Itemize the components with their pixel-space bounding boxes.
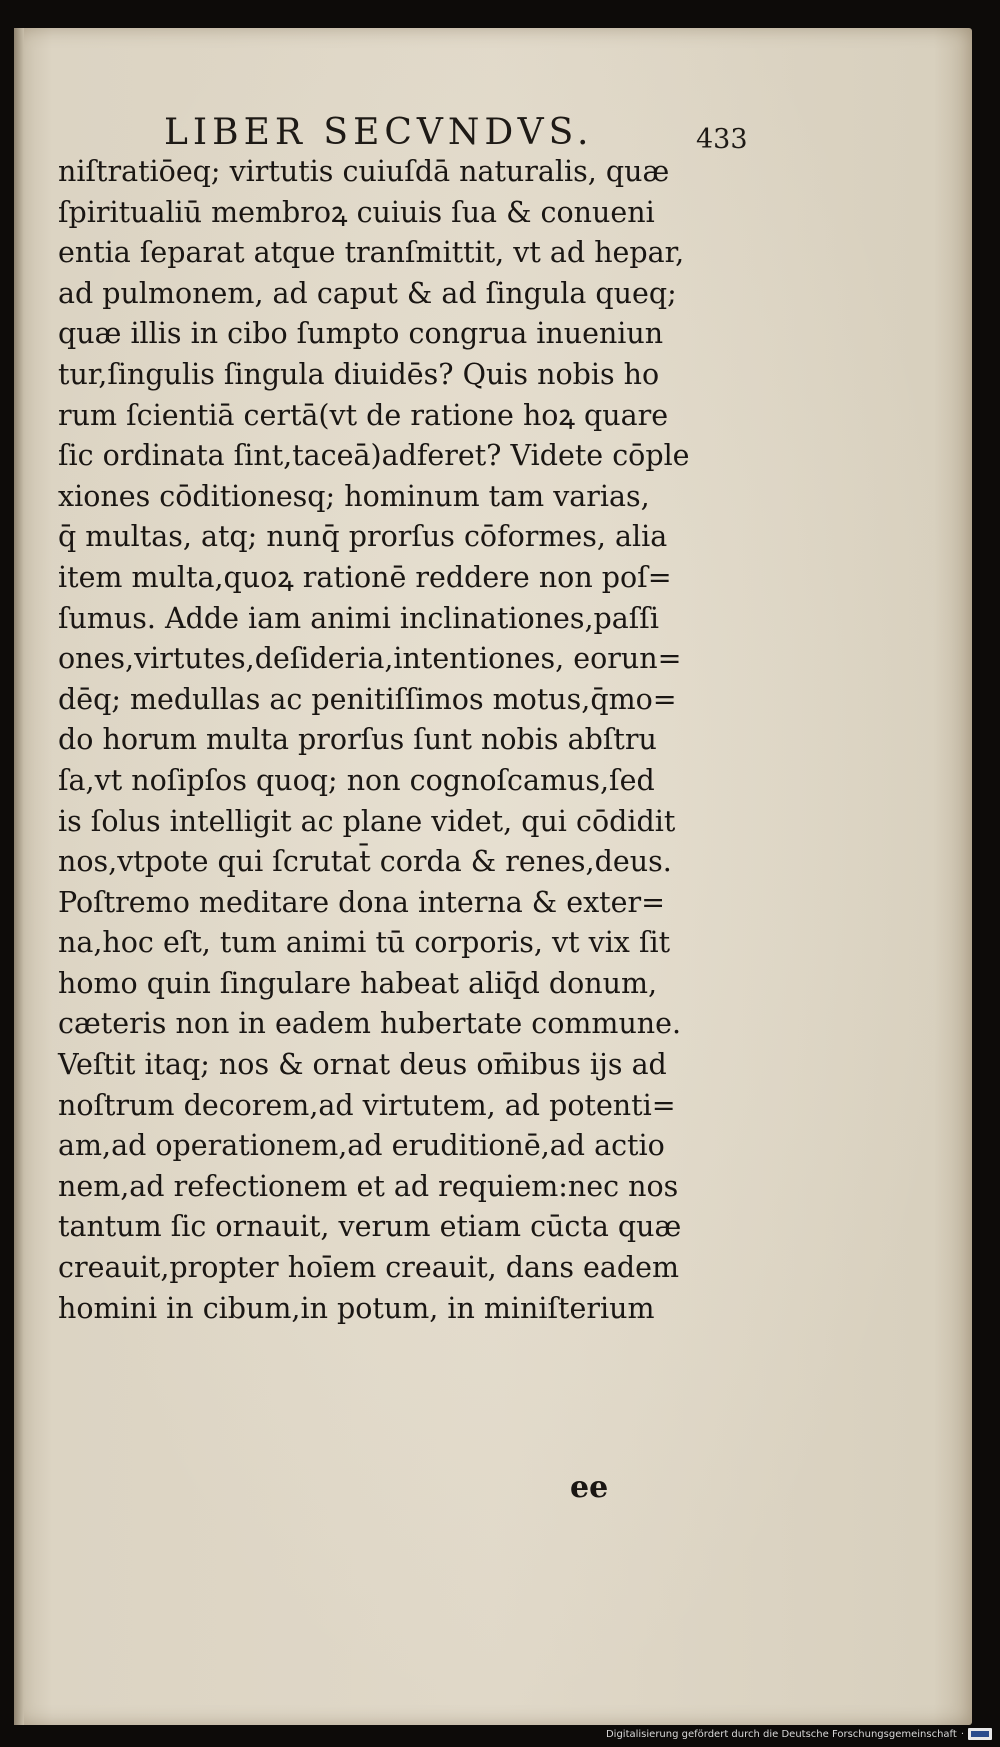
text-line: item multa,quoꝝ rationē reddere non poſ= [58,560,672,594]
text-line: Poſtremo meditare dona interna & exter= [58,885,665,919]
text-line: do horum multa prorſus ſunt nobis abſtru [58,723,657,757]
text-line: quæ illis in cibo ſumpto congrua inueniun [58,317,664,351]
text-line: ſpiritualiū membroꝝ cuiuis ſua & conueni [58,195,655,229]
text-line: noſtrum decorem,ad virtutem, ad potenti= [58,1088,676,1122]
text-line: Veſtit itaq; nos & ornat deus om̄ibus ijs ad [58,1048,667,1082]
dfg-logo-icon [968,1728,992,1740]
text-line: q̄ multas, atq; nunq̄ prorſus cōformes, alia [58,520,668,554]
text-line: tantum ſic ornauit, verum etiam cūcta quæ [58,1210,682,1244]
text-line: xiones cōditionesq; hominum tam varias, [58,479,650,513]
credit-separator: · [960,1728,964,1740]
text-line: na,hoc eſt, tum animi tū corporis, vt vix ſit [58,926,671,960]
text-line: is ſolus intelligit ac plane videt, qui cōdidit [58,804,676,838]
body-text [58,152,748,1329]
running-head [60,112,890,155]
page-number: 433 [696,124,748,155]
text-line: creauit,propter hoīem creauit, dans eadem [58,1251,680,1285]
text-line: dēq; medullas ac penitiſſimos motus,q̄mo= [58,682,677,716]
text-line: niſtratiōeq; virtutis cuiuſdā naturalis, quæ [58,155,670,188]
text-line: homo quin ſingulare habeat aliq̄d donum, [58,966,658,1000]
text-line: ones,virtutes,deſideria,intentiones, eorun= [58,642,682,676]
text-line: am,ad operationem,ad eruditionē,ad actio [58,1129,665,1163]
text-line: nos,vtpote qui ſcrutat̄ corda & renes,deus. [58,845,672,879]
page-title: LIBER SECVNDVS. [164,112,594,153]
text-line: ſic ordinata ſint,taceā)adferet? Videte cōple [58,439,690,473]
text-line: homini in cibum,in potum, in miniſterium [58,1291,655,1325]
text-line: ſa,vt noſipſos quoq; non cognoſcamus,ſed [58,763,655,797]
text-line: tur,ſingulis ſingula diuidēs? Quis nobis ho [58,357,660,391]
text-line: cæteris non in eadem hubertate commune. [58,1007,682,1041]
text-line: nem,ad refectionem et ad requiem:nec nos [58,1169,679,1203]
text-line: ad pulmonem, ad caput & ad ſingula queq; [58,276,677,310]
text-line: entia ſeparat atque tranſmittit, vt ad hepar, [58,236,685,270]
text-line: rum ſcientiā certā(vt de ratione hoꝝ quare [58,398,669,432]
text-line: ſumus. Adde iam animi inclinationes,paſſi [58,601,659,635]
catchword: ee [570,1470,609,1505]
credit-text: Digitalisierung gefördert durch die Deutsche Forschungsgemeinschaft [605,1728,957,1740]
page-edge [14,28,24,1725]
digitization-credit [606,1727,992,1741]
